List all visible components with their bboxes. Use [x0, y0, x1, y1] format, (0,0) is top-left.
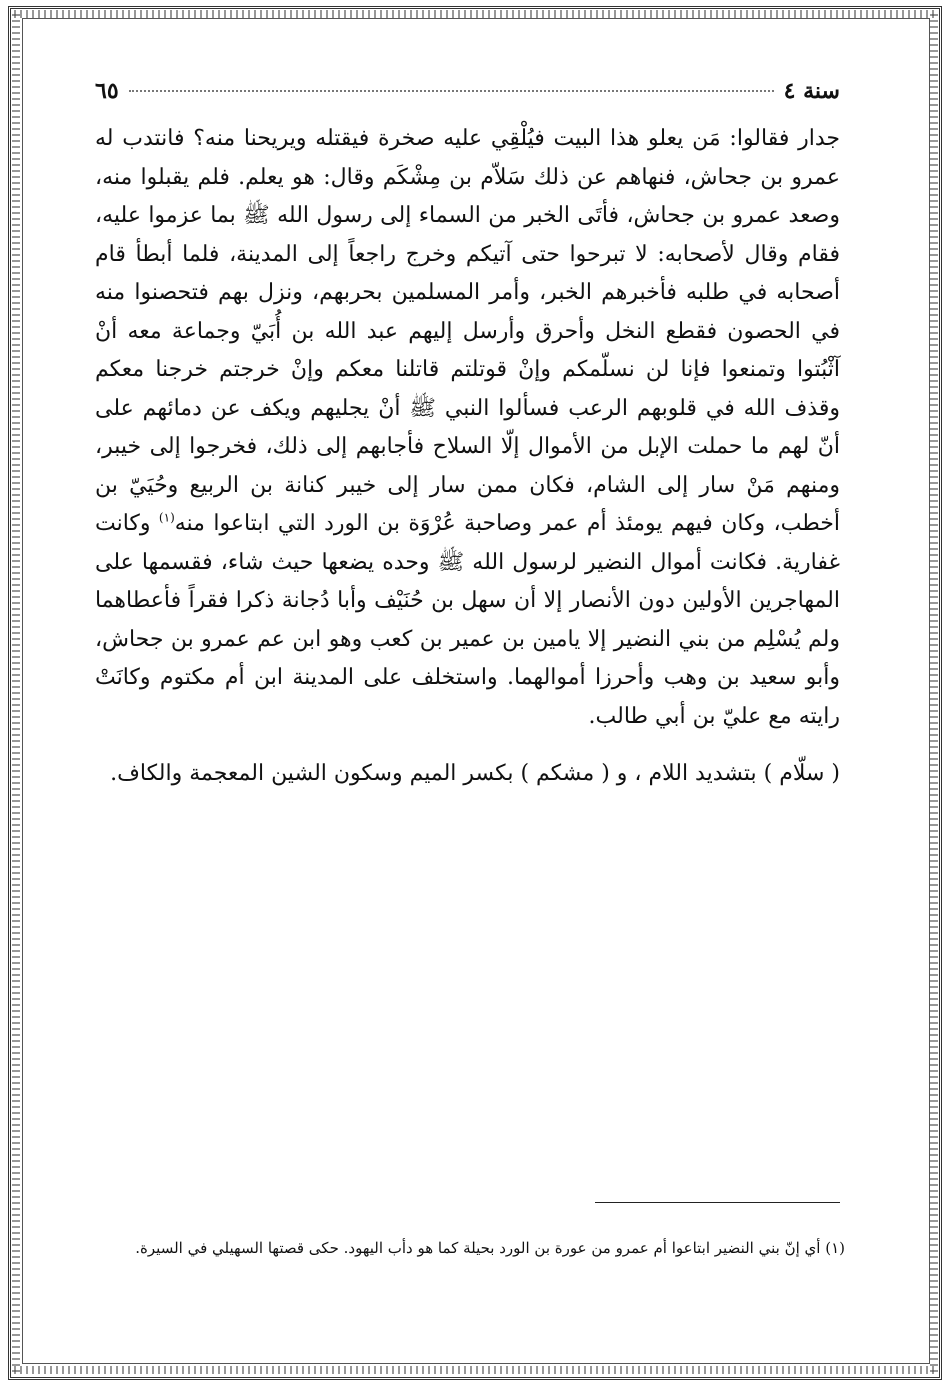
page-number: ٦٥ — [95, 78, 119, 104]
running-title: سنة ٤ — [783, 78, 840, 104]
border-band-left — [12, 14, 20, 1372]
page-content — [95, 78, 840, 794]
main-text — [95, 120, 840, 736]
border-band-right — [930, 14, 938, 1372]
main-paragraph-part-1: جدار فقالوا: مَن يعلو هذا البيت فيُلْقِي عليه صخرة فيقتله ويريحنا منه؟ فانتدب له عمرو بن جحاش، فنهاهم عن ذلك سَلاّم بن مِشْكَم وقال: هو يعلم. فلم يقبلوا منه، وصعد عمرو بن جحاش، فأتَى الخبر من السماء إلى رسول الله ﷺ بما عزموا عليه، فقام وقال لأصحابه: لا تبرحوا حتى آتيكم وخرج راجعاً إلى المدينة، فلما أبطأ قام أصحابه في طلبه فأخبرهم الخبر، وأمر المسلمين بحربهم، ونزل بهم فتحصنوا منه في الحصون فقطع النخل وأحرق وأرسل إليهم عبد الله بن أُبَيّ وجماعة معه أنْ آثْبُتوا وتمنعوا فإنا لن نسلّمكم وإنْ قوتلتم قاتلنا معكم وإنْ خرجتم خرجنا معكم وقذف الله في قلوبهم الرعب فسألوا النبي ﷺ أنْ يجليهم ويكف عن دمائهم على أنّ لهم ما حملت الإبل من الأموال إلّا السلاح فأجابهم إلى ذلك، فخرجوا إلى خيبر، ومنهم مَنْ سار إلى الشام، فكان ممن سار إلى خيبر كنانة بن الربيع وحُيَيّ بن أخطب، وكان فيهم يومئذ أم عمر وصاحبة عُرْوَة بن الورد التي ابتاعوا منه — [95, 126, 840, 536]
gloss-note: ( سلّام ) بتشديد اللام ، و ( مشكم ) بكسر الميم وسكون الشين المعجمة والكاف. — [110, 761, 840, 786]
footnote-separator — [595, 1202, 840, 1203]
running-header — [95, 78, 840, 118]
footnote: (١) أي إنّ بني النضير ابتاعوا أم عمرو من عورة بن الورد بحيلة كما هو دأب اليهود. حكى قصتها السهيلي في السيرة. — [135, 1239, 845, 1257]
main-paragraph-part-2: وكانت غفارية. فكانت أموال النضير لرسول الله ﷺ وحده يضعها حيث شاء، فقسمها على المهاجرين الأولين دون الأنصار إلا أن سهل بن حُنَيْف وأبا دُجانة ذكرا فقراً فأعطاهما ولم يُسْلِم من بني النضير إلا يامين بن عمير بن كعب وهو ابن عم عمرو بن جحاش، وأبو سعيد بن وهب وأحرزا أموالهما. واستخلف على المدينة ابن أم مكتوم وكانَتْ رايته مع عليّ بن أبي طالب. — [95, 511, 840, 729]
footnote-reference[interactable]: (١) — [158, 510, 175, 525]
border-band-top — [14, 10, 936, 18]
main-paragraph — [95, 120, 840, 736]
border-band-bottom — [14, 1366, 936, 1374]
header-dotted-leader — [129, 90, 774, 92]
